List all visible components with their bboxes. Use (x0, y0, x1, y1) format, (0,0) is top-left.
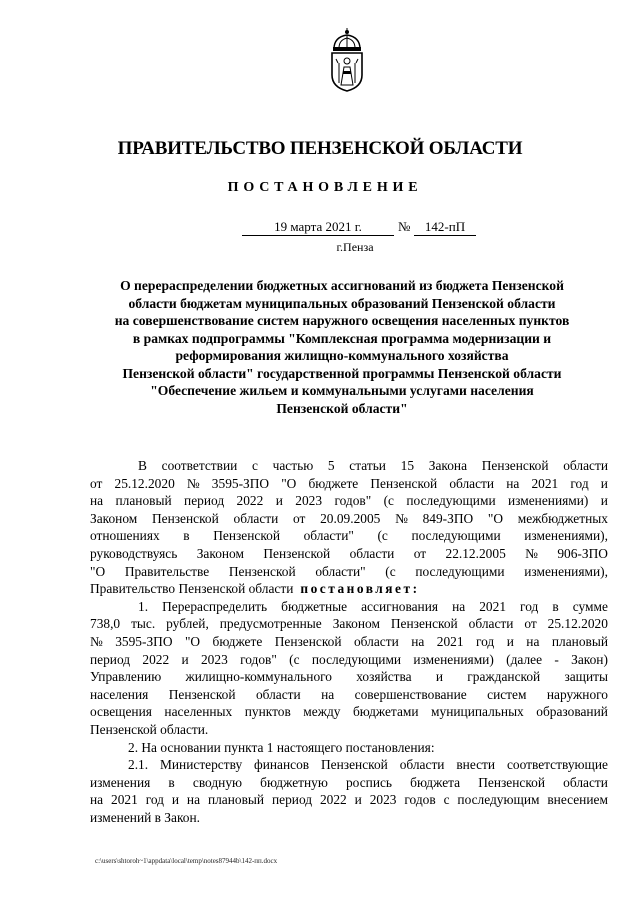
word: 3595-ЗПО (211, 475, 270, 491)
word: на (321, 686, 335, 702)
word: и (435, 669, 444, 685)
body-line (90, 615, 608, 633)
word: бюджетами (352, 704, 419, 720)
body-line (90, 527, 608, 545)
resolution-verb: постановляет: (300, 581, 420, 597)
word: области (233, 510, 279, 526)
word: от (413, 545, 427, 561)
word: изменения (90, 774, 151, 790)
word: Пензенской (321, 757, 388, 773)
document-number: 142-пП (414, 219, 476, 236)
word: плановый (115, 493, 172, 509)
word: 738,0 (90, 616, 121, 632)
word: годов" (334, 493, 372, 509)
word: от (293, 510, 306, 526)
document-type: ПОСТАНОВЛЕНИЕ (227, 180, 423, 195)
word: гражданской (467, 669, 541, 685)
word: год (520, 598, 539, 614)
word: Законом (332, 616, 380, 632)
body-line (90, 686, 608, 704)
word: 2022 (142, 651, 170, 667)
word: бюджете (308, 475, 359, 491)
word: (с (385, 563, 396, 579)
word: последующими (415, 563, 505, 579)
word: 2023 (369, 792, 397, 808)
word: 2023 (295, 493, 323, 509)
word: - (554, 651, 559, 667)
document-body (90, 457, 608, 826)
word: рублей, (166, 616, 209, 632)
word: (с (289, 651, 300, 667)
word: последующими (406, 493, 496, 509)
word: в (168, 774, 175, 790)
body-line (90, 651, 608, 669)
word: и (181, 651, 189, 667)
word: Пензенской (370, 475, 438, 491)
body-line (90, 703, 608, 721)
subject-line: Пензенской области" государственной программы Пензенской области (122, 365, 562, 381)
word: № (395, 510, 408, 526)
word: год (570, 475, 589, 491)
word: финансов (254, 757, 310, 773)
word: 25.12.2020 (547, 616, 608, 632)
word: и (506, 633, 514, 649)
document-city: г.Пенза (336, 240, 374, 254)
word: Министерству (159, 757, 243, 773)
word: 2021 (531, 475, 559, 491)
word: 2021 (436, 633, 464, 649)
body-line: изменений в Закон. (90, 809, 200, 825)
document-date: 19 марта 2021 г. (242, 219, 394, 236)
word: Пензенской (213, 528, 281, 544)
word: на (186, 792, 201, 808)
subject-line: реформирования жилищно-коммунального хозяйства (175, 348, 509, 363)
body-line (90, 668, 608, 686)
word: "О (487, 510, 504, 526)
word: последующими (411, 528, 501, 544)
body-line-resolution (90, 580, 608, 598)
word: год (145, 792, 164, 808)
subject-line: области бюджетам муниципальных образований Пензенской области (128, 295, 556, 311)
word: Закон) (571, 651, 608, 667)
subject-line: О перераспределении бюджетных ассигнований из бюджета Пензенской (120, 278, 564, 293)
word: на (90, 493, 104, 509)
word: "О (281, 475, 297, 491)
word: области (399, 757, 445, 773)
word: бюджете (212, 633, 263, 649)
word: "О (184, 633, 201, 649)
word: Законом (196, 545, 244, 561)
word: частью (272, 458, 314, 473)
word: защиты (564, 669, 608, 685)
word: изменениями) (413, 651, 494, 667)
word: Пензенской (263, 545, 331, 561)
word: с (443, 792, 450, 808)
word: 20.09.2005 (320, 510, 381, 526)
word: № (186, 475, 200, 491)
document-subject (88, 277, 596, 417)
word: бюджетную (260, 774, 328, 790)
word: и (600, 475, 608, 491)
word: год (475, 633, 495, 649)
word: Пензенской (478, 774, 546, 790)
word: Управлению (90, 669, 162, 685)
word: области (255, 686, 301, 702)
word: бюджета (410, 774, 461, 790)
body-line (90, 774, 608, 792)
word: систем (487, 686, 527, 702)
word: Пензенской (274, 633, 342, 649)
word: "О (90, 563, 106, 579)
word: сводную (192, 774, 243, 790)
word: в (183, 528, 190, 544)
word: период (271, 792, 313, 808)
body-line: 2. На основании пункта 1 настоящего постановления: (128, 739, 435, 755)
body-line (90, 457, 608, 475)
word: межбюджетных (517, 510, 608, 526)
word: тыс. (131, 616, 156, 632)
word: 2.1. (128, 757, 149, 773)
subject-line: Пензенской области" (276, 400, 408, 416)
word: хозяйства (356, 669, 412, 685)
body-line (90, 475, 608, 493)
word: Закона (428, 458, 468, 473)
word: пунктов (244, 704, 291, 720)
body-line (90, 598, 608, 616)
word: области" (303, 528, 354, 544)
word: в (552, 598, 559, 614)
word: освещения (90, 704, 152, 720)
word: 2022 (236, 493, 264, 509)
word: на (90, 792, 104, 808)
body-line (90, 492, 608, 510)
word: на (452, 598, 466, 614)
word: области (468, 616, 514, 632)
word: Перераспределить (162, 598, 268, 614)
word: образований (536, 704, 608, 720)
word: (далее (506, 651, 543, 667)
word: руководствуясь (90, 545, 178, 561)
body-line (90, 633, 608, 651)
word: от (524, 616, 537, 632)
word: период (90, 651, 131, 667)
word: предусмотренные (219, 616, 322, 632)
word: № (90, 633, 103, 649)
word: 15 (400, 458, 415, 473)
word: бюджетные (281, 598, 348, 614)
body-line (90, 791, 608, 809)
word: (с (383, 493, 394, 509)
word: Пензенской (481, 458, 549, 473)
subject-line: "Обеспечение жильем и коммунальными услугами населения (150, 383, 534, 398)
word: 5 (327, 458, 335, 473)
body-line (90, 563, 608, 581)
word: и (600, 493, 608, 509)
word: (с (377, 528, 388, 544)
word: области" (315, 563, 366, 579)
word: период (184, 493, 225, 509)
word: 849-ЗПО (422, 510, 474, 526)
word: и (171, 792, 180, 808)
number-sign: № (398, 219, 411, 234)
word: отношениях (90, 528, 160, 544)
word: с (251, 458, 258, 473)
word: Пензенской (151, 510, 219, 526)
file-path-footer: c:\users\shtoroh~1\appdata\local\temp\notes87944b\142-пп.docx (95, 857, 278, 865)
word: 2022 (319, 792, 347, 808)
word: 25.12.2020 (114, 475, 175, 491)
word: Правительстве (124, 563, 210, 579)
word: 2021 (111, 792, 138, 808)
word: последующими (311, 651, 402, 667)
word: Законом (90, 510, 138, 526)
body-line (90, 510, 608, 528)
word: Пензенской (228, 563, 296, 579)
word: роспись (345, 774, 393, 790)
word: и (354, 792, 362, 808)
word: 2023 (200, 651, 228, 667)
word: 1. (138, 598, 149, 614)
word: муниципальных (431, 704, 524, 720)
word: внесением (547, 792, 608, 808)
word: изменениями), (524, 563, 608, 579)
word: на (506, 475, 520, 491)
word: соответствующие (506, 757, 608, 773)
word: 3595-ЗПО (115, 633, 173, 649)
word: области (563, 774, 608, 790)
body-line (90, 545, 608, 563)
word: В (138, 458, 147, 473)
body-line: Пензенской области. (90, 721, 209, 737)
word: от (90, 475, 103, 491)
word: и (275, 493, 283, 509)
subject-line: на совершенствование систем наружного освещения населенных пунктов (114, 313, 570, 328)
word: Пензенской (390, 616, 458, 632)
word: № (525, 545, 538, 561)
word: изменениями) (508, 493, 589, 509)
word: Пензенской (168, 686, 236, 702)
word: ассигнования (361, 598, 439, 614)
coat-of-arms-emblem (325, 27, 369, 93)
word: области (563, 458, 608, 473)
word: сумме (572, 598, 608, 614)
word: плановый (551, 633, 608, 649)
word: статьи (349, 458, 386, 473)
resolution-text: Правительство Пензенской области (90, 581, 294, 597)
word: на (526, 633, 540, 649)
word: последующим (457, 792, 540, 808)
word: населения (90, 686, 149, 702)
word: между (303, 704, 341, 720)
word: изменениями), (524, 528, 608, 544)
word: совершенствование (354, 686, 467, 702)
body-line (90, 756, 608, 774)
word: наружного (546, 686, 608, 702)
word: 22.12.2005 (445, 545, 506, 561)
subject-line: в рамках подпрограммы "Комплексная программа модернизации и (132, 330, 552, 346)
government-title: ПРАВИТЕЛЬСТВО ПЕНЗЕНСКОЙ ОБЛАСТИ (117, 138, 523, 159)
word: внести (456, 757, 496, 773)
word: соответствии (161, 458, 238, 473)
word: плановый (207, 792, 265, 808)
word: жилищно-коммунального (185, 669, 332, 685)
word: на (411, 633, 425, 649)
word: области (353, 633, 399, 649)
word: 906-ЗПО (557, 545, 608, 561)
word: области (449, 475, 495, 491)
word: области (349, 545, 395, 561)
word: населенных (164, 704, 233, 720)
word: годов (404, 792, 436, 808)
word: 2021 (479, 598, 507, 614)
word: годов" (240, 651, 277, 667)
